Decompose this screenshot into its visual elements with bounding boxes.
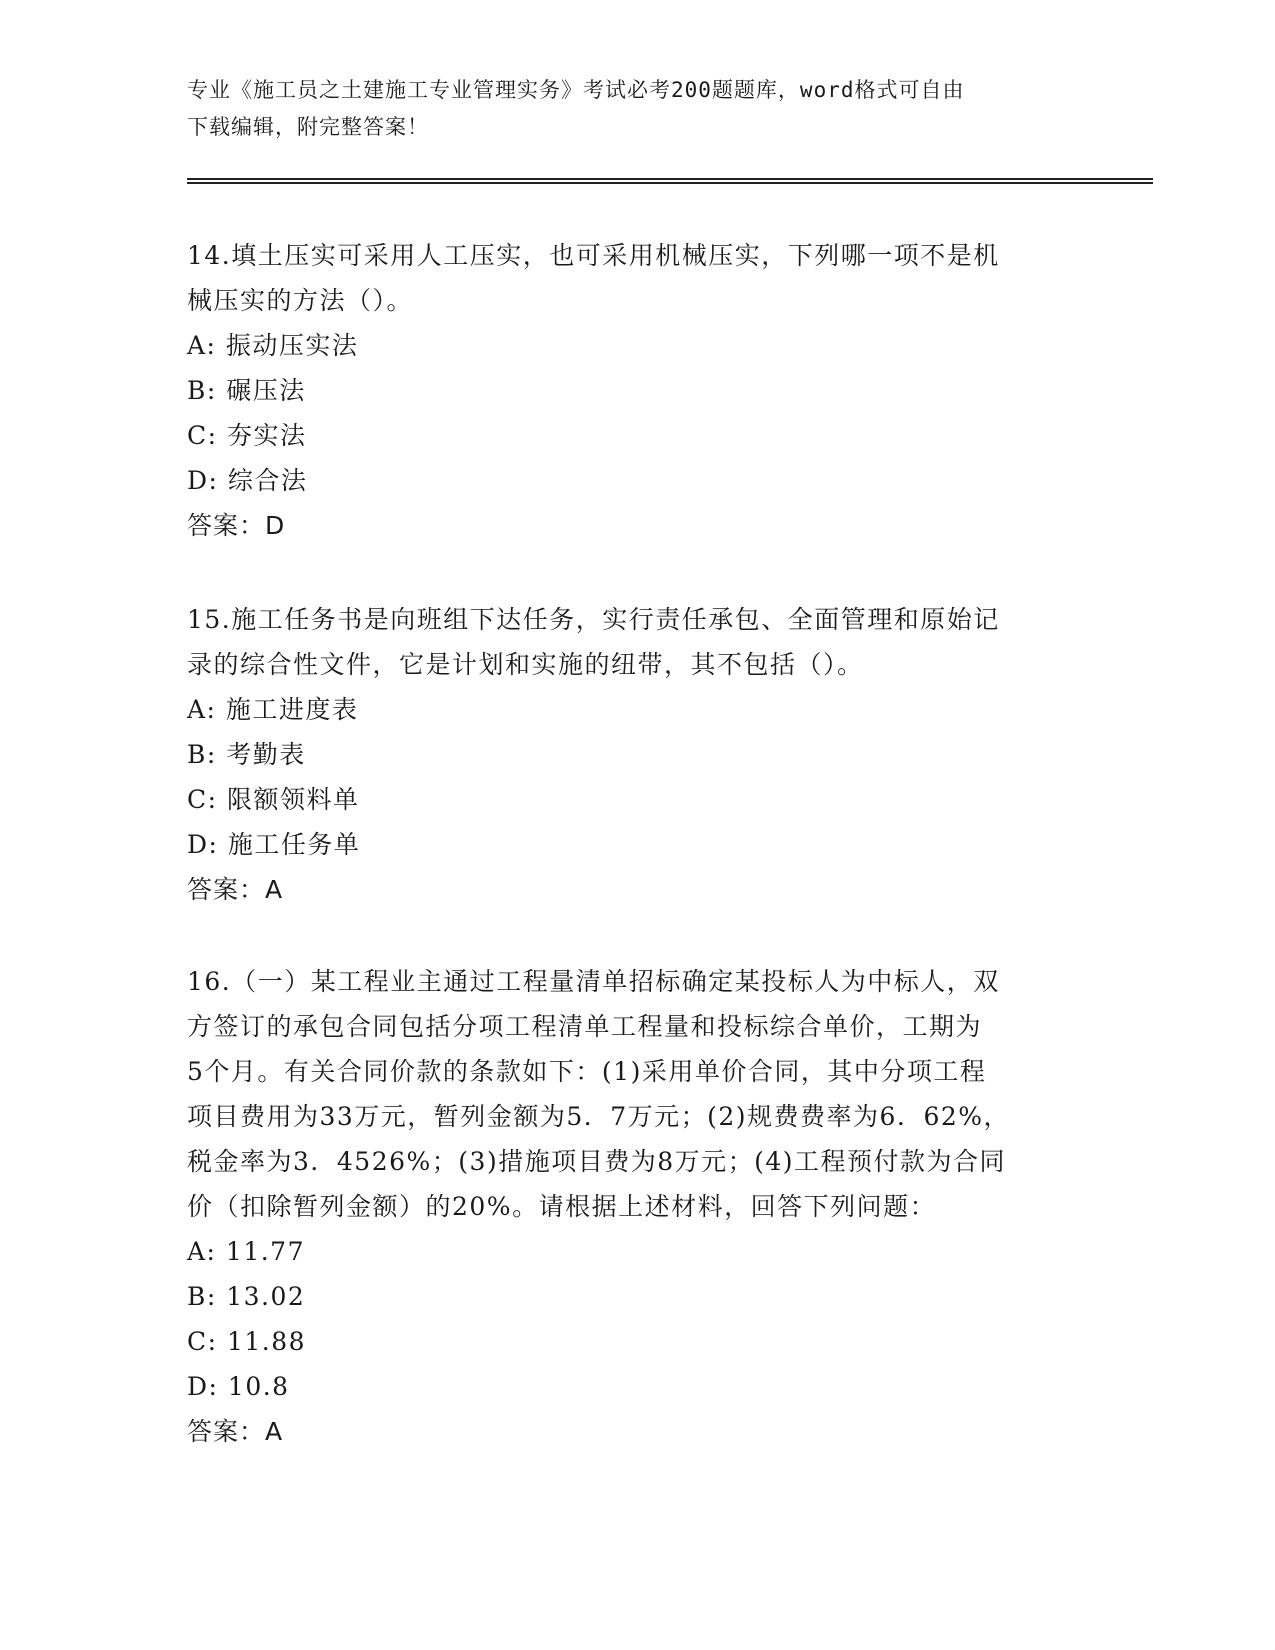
header-line-2: 下载编辑，附完整答案！	[187, 115, 429, 139]
answer-label: 答案：A	[187, 875, 284, 904]
option-d: D: 综合法	[187, 466, 308, 495]
question-16	[187, 959, 1087, 1455]
stem-line: 录的综合性文件，它是计划和实施的纽带，其不包括（）。	[187, 650, 864, 679]
stem-line: 15.施工任务书是向班组下达任务，实行责任承包、全面管理和原始记	[187, 605, 1000, 634]
stem-line: 14.填土压实可采用人工压实，也可采用机械压实，下列哪一项不是机	[187, 241, 1000, 270]
stem-line: 方签订的承包合同包括分项工程清单工程量和投标综合单价，工期为	[187, 1012, 983, 1041]
option-b: B: 13.02	[187, 1282, 306, 1311]
question-14	[187, 233, 1087, 549]
question-stem	[187, 233, 1087, 323]
option-b: B: 考勤表	[187, 740, 306, 769]
stem-line: 税金率为3．4526%；(3)措施项目费为8万元；(4)工程预付款为合同	[187, 1147, 1007, 1176]
stem-line: 械压实的方法（）。	[187, 286, 414, 315]
option-a: A: 11.77	[187, 1237, 305, 1266]
document-header	[187, 72, 1067, 146]
option-d: D: 10.8	[187, 1372, 290, 1401]
answer-label: 答案：A	[187, 1417, 284, 1446]
header-divider	[187, 178, 1153, 184]
header-line-1: 专业《施工员之土建施工专业管理实务》考试必考200题题库，word格式可自由	[187, 78, 965, 102]
question-stem	[187, 959, 1087, 1229]
option-c: C: 限额领料单	[187, 785, 360, 814]
option-c: C: 11.88	[187, 1327, 307, 1356]
option-b: B: 碾压法	[187, 376, 306, 405]
stem-line: 5个月。有关合同价款的条款如下：(1)采用单价合同，其中分项工程	[187, 1057, 987, 1086]
option-c: C: 夯实法	[187, 421, 307, 450]
option-d: D: 施工任务单	[187, 830, 361, 859]
option-a: A: 施工进度表	[187, 695, 359, 724]
option-a: A: 振动压实法	[187, 331, 359, 360]
stem-line: 项目费用为33万元，暂列金额为5．7万元；(2)规费费率为6．62%，	[187, 1102, 1011, 1131]
answer-label: 答案：D	[187, 511, 286, 540]
question-stem	[187, 597, 1087, 687]
stem-line: 价（扣除暂列金额）的20%。请根据上述材料，回答下列问题：	[187, 1192, 937, 1221]
question-15	[187, 597, 1087, 913]
stem-line: 16.（一）某工程业主通过工程量清单招标确定某投标人为中标人，双	[187, 967, 1000, 996]
